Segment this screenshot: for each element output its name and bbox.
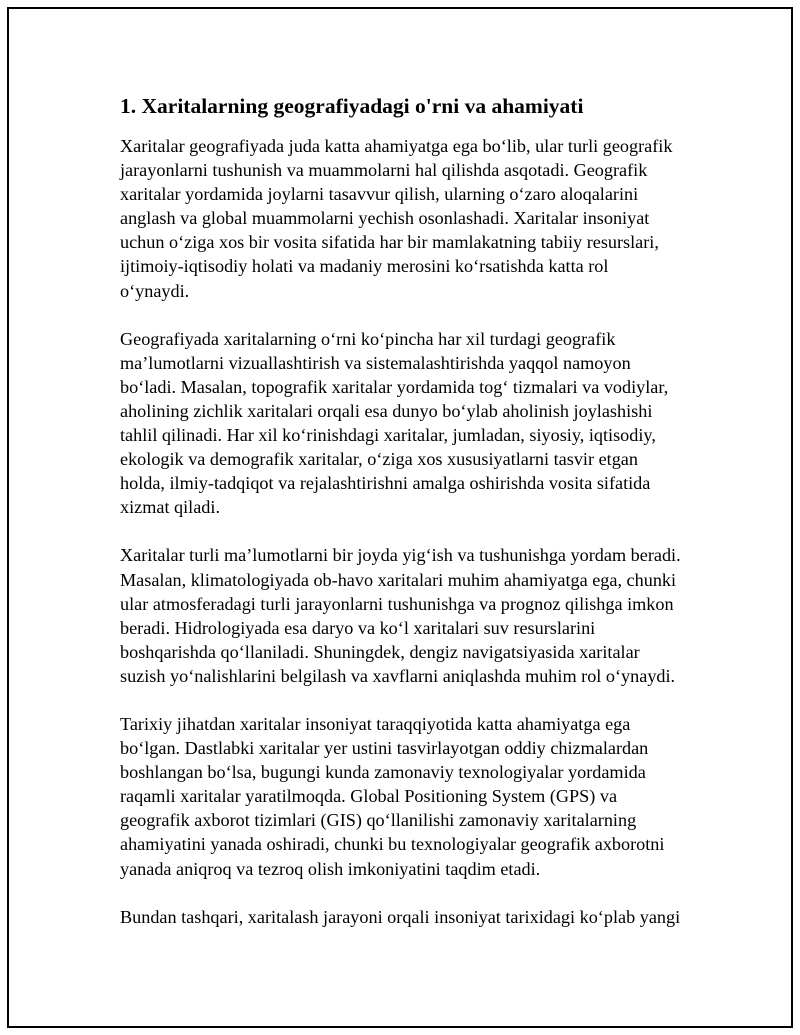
paragraph-spacer [120, 303, 700, 327]
paragraph-4 [120, 712, 700, 881]
document-body [120, 92, 700, 929]
text-line: Tarixiy jihatdan xaritalar insoniyat taraqqiyotida katta ahamiyatga ega [120, 713, 631, 734]
text-line: bo‘ladi. Masalan, topografik xaritalar yordamida tog‘ tizmalari va vodiylar, [120, 376, 669, 397]
text-line: raqamli xaritalar yaratilmoqda. Global Positioning System (GPS) va [120, 786, 618, 807]
text-line: boshlangan bo‘lsa, bugungi kunda zamonaviy texnologiyalar yordamida [120, 762, 646, 783]
text-line: Masalan, klimatologiyada ob-havo xaritalari muhim ahamiyatga ega, chunki [120, 569, 677, 590]
text-line: Xaritalar turli ma’lumotlarni bir joyda yig‘ish va tushunishga yordam beradi. [120, 545, 681, 566]
paragraph-2 [120, 327, 700, 520]
text-line: xaritalar yordamida joylarni tasavvur qilish, ularning o‘zaro aloqalarini [120, 184, 639, 205]
text-line: jarayonlarni tushunish va muammolarni hal qilishda asqotadi. Geografik [120, 160, 648, 181]
text-line: bo‘lgan. Dastlabki xaritalar yer ustini tasvirlayotgan oddiy chizmalardan [120, 738, 649, 759]
text-line: holda, ilmiy-tadqiqot va rejalashtirishni amalga oshirishda vosita sifatida [120, 473, 651, 494]
paragraph-5 [120, 905, 700, 929]
text-line: anglash va global muammolarni yechish osonlashadi. Xaritalar insoniyat [120, 208, 650, 229]
text-line: Geografiyada xaritalarning o‘rni ko‘pincha har xil turdagi geografik [120, 328, 616, 349]
text-line: geografik axborot tizimlari (GIS) qo‘llanilishi zamonaviy xaritalarning [120, 810, 637, 831]
text-line: tahlil qilinadi. Har xil ko‘rinishdagi xaritalar, jumladan, siyosiy, iqtisodiy, [120, 425, 656, 446]
paragraph-spacer [120, 688, 700, 712]
text-line: ekologik va demografik xaritalar, o‘ziga xos xususiyatlarni tasvir etgan [120, 449, 638, 470]
text-line: ijtimoiy-iqtisodiy holati va madaniy merosini ko‘rsatishda katta rol [120, 256, 609, 277]
paragraph-spacer [120, 519, 700, 543]
text-line: o‘ynaydi. [120, 280, 190, 301]
text-line: Xaritalar geografiyada juda katta ahamiyatga ega bo‘lib, ular turli geografik [120, 136, 673, 156]
paragraph-3 [120, 543, 700, 688]
paragraph-spacer [120, 881, 700, 905]
text-line: boshqarishda qo‘llaniladi. Shuningdek, dengiz navigatsiyasida xaritalar [120, 641, 640, 662]
text-line: uchun o‘ziga xos bir vosita sifatida har bir mamlakatning tabiiy resurslari, [120, 232, 659, 253]
text-line: Bundan tashqari, xaritalash jarayoni orqali insoniyat tarixidagi ko‘plab yangi [120, 906, 681, 927]
page-frame [7, 7, 793, 1028]
page-title: 1. Xaritalarning geografiyadagi o'rni va ahamiyati [120, 94, 584, 118]
paragraph-1 [120, 134, 700, 303]
text-line: ular atmosferadagi turli jarayonlarni tushunishga va prognoz qilishga imkon [120, 593, 674, 614]
text-line: ma’lumotlarni vizuallashtirish va sistemalashtirishda yaqqol namoyon [120, 352, 631, 373]
text-line: suzish yo‘nalishlarini belgilash va xavflarni aniqlashda muhim rol o‘ynaydi. [120, 665, 676, 686]
text-line: beradi. Hidrologiyada esa daryo va ko‘l xaritalari suv resurslarini [120, 617, 596, 638]
text-line: ahamiyatini yanada oshiradi, chunki bu texnologiyalar geografik axborotni [120, 834, 665, 855]
text-line: yanada aniqroq va tezroq olish imkoniyatini taqdim etadi. [120, 858, 541, 879]
text-line: aholining zichlik xaritalari orqali esa dunyo bo‘ylab aholinish joylashishi [120, 400, 653, 421]
text-line: xizmat qiladi. [120, 497, 221, 518]
